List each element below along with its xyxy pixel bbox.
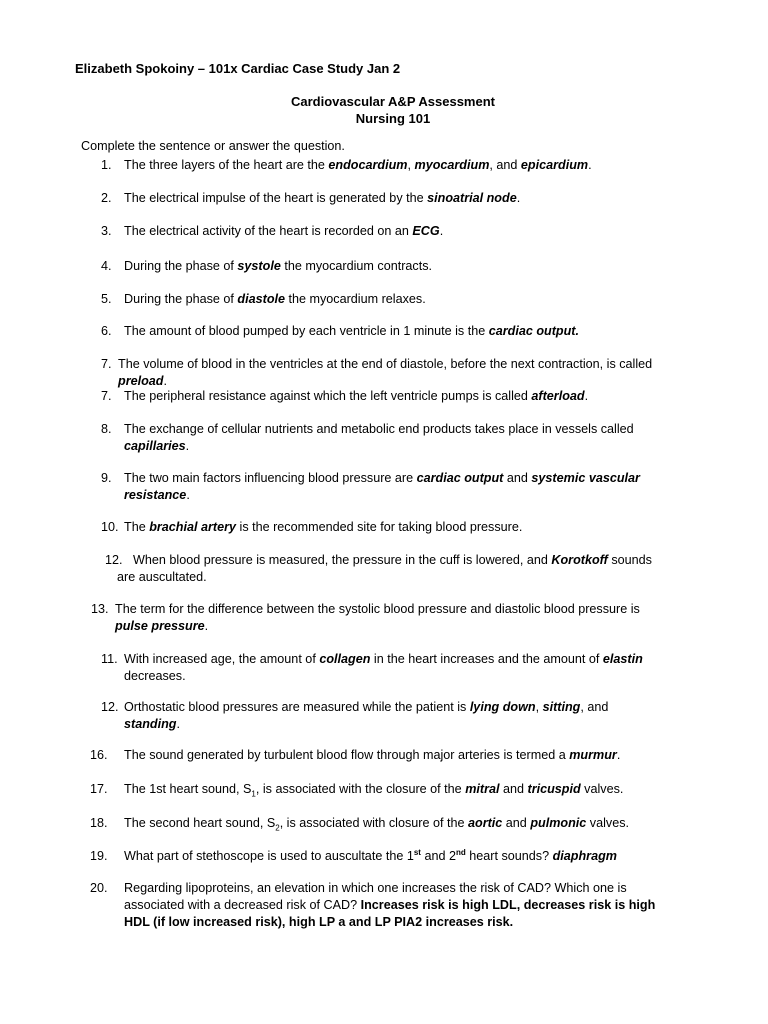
question-text: The 1st heart sound, $S_1$, is associated with the closure of the mitral and tricuspid valves. (124, 782, 624, 799)
question-text: During the phase of systole the myocardium contracts. (124, 259, 433, 273)
answer: brachial artery (149, 520, 237, 534)
question-number: 11. (101, 652, 118, 666)
answer: sitting (542, 700, 581, 714)
answer: Increases risk is high LDL, decreases risk is high (360, 898, 656, 912)
question-number: 13. (91, 602, 109, 616)
question-number: 17. (90, 782, 108, 796)
answer: systole (237, 259, 281, 273)
answer: tricuspid (527, 782, 581, 796)
question-text: The two main factors influencing blood pressure are cardiac output and systemic vascular resistance. (124, 471, 640, 502)
question-text: The term for the difference between the systolic blood pressure and diastolic blood pressure is pulse pressure. (115, 602, 640, 633)
answer: aortic (468, 816, 503, 830)
superscript: nd (455, 847, 466, 857)
answer: sinoatrial node (427, 191, 517, 205)
question-text: The peripheral resistance against which the left ventricle pumps is called afterload. (124, 389, 589, 403)
question-text: The brachial artery is the recommended site for taking blood pressure. (124, 520, 523, 534)
question-number: 10. (101, 520, 119, 534)
question-number: 16. (90, 748, 108, 762)
question-text: The three layers of the heart are the endocardium, myocardium, and epicardium. (124, 158, 592, 172)
subscript: 1 (251, 789, 256, 799)
answer: murmur (569, 748, 617, 762)
author-line: Elizabeth Spokoiny – 101x Cardiac Case Study Jan 2 (75, 61, 401, 76)
question-number: 12. (101, 700, 119, 714)
question-number: 6. (101, 324, 112, 338)
answer: cardiac output (416, 471, 504, 485)
answer: preload (118, 374, 164, 388)
question-number: 8. (101, 422, 112, 436)
question-number: 9. (101, 471, 112, 485)
question-number: 3. (101, 224, 112, 238)
question-number: 20. (90, 881, 108, 895)
answer: diastole (237, 292, 286, 306)
question-text: The amount of blood pumped by each ventricle in 1 minute is the cardiac output. (124, 324, 579, 338)
instructions: Complete the sentence or answer the question. (81, 139, 345, 153)
subscript: 2 (275, 823, 280, 833)
answer: mitral (465, 782, 500, 796)
question-number: 19. (90, 849, 108, 863)
answer: cardiac output. (488, 324, 579, 338)
question-text: Orthostatic blood pressures are measured while the patient is lying down, sitting, and standing. (124, 700, 609, 731)
question-text: The exchange of cellular nutrients and metabolic end products takes place in vessels called capillaries. (124, 422, 634, 453)
question-number: 12. (105, 553, 123, 567)
question-text: The volume of blood in the ventricles at the end of diastole, before the next contraction, is called preload. (118, 357, 653, 388)
answer: epicardium (520, 158, 589, 172)
question-text: The electrical activity of the heart is recorded on an ECG. (124, 224, 444, 238)
question-text: With increased age, the amount of collagen in the heart increases and the amount of elastin decreases. (124, 652, 643, 683)
question-number: 7. (101, 389, 112, 403)
question-number: 2. (101, 191, 112, 205)
question-number: 4. (101, 259, 112, 273)
question-text: What part of stethoscope is used to auscultate the 1st and 2nd heart sounds? diaphragm (124, 847, 617, 863)
superscript: st (413, 847, 421, 857)
answer: systemic vascular (531, 471, 640, 485)
answer: pulse pressure (115, 619, 205, 633)
question-number: 5. (101, 292, 112, 306)
question-number: 1. (101, 158, 112, 172)
answer: standing (124, 717, 177, 731)
answer: elastin (602, 652, 643, 666)
title-line-1: Cardiovascular A&P Assessment (290, 94, 495, 109)
answer: endocardium (328, 158, 408, 172)
question-text: During the phase of diastole the myocardium relaxes. (124, 292, 426, 306)
answer: diaphragm (552, 849, 617, 863)
question-number: 7. (101, 357, 112, 371)
question-number: 18. (90, 816, 108, 830)
question-text: The second heart sound, $S_2$, is associated with closure of the aortic and pulmonic valves. (124, 816, 629, 833)
answer: HDL (if low increased risk), high LP a and LP PIA2 increases risk. (124, 915, 514, 929)
answer: collagen (319, 652, 371, 666)
question-text: Regarding lipoproteins, an elevation in which one increases the risk of CAD? Which one is associated with a decreased risk of CAD? Increases risk is high LDL, decreases risk is high HDL (if low increased risk), high LP a and LP PIA2 increases risk. (124, 881, 656, 929)
answer: myocardium (414, 158, 490, 172)
answer: capillaries (124, 439, 186, 453)
answer: lying down (469, 700, 536, 714)
question-text: When blood pressure is measured, the pressure in the cuff is lowered, and Korotkoff sounds are auscultated. (117, 553, 652, 584)
document-title (0, 93, 768, 127)
question-text: The electrical impulse of the heart is generated by the sinoatrial node. (124, 191, 521, 205)
title-line-2: Nursing 101 (355, 111, 431, 126)
answer: Korotkoff (551, 553, 608, 567)
answer: pulmonic (530, 816, 587, 830)
answer: afterload (531, 389, 585, 403)
question-text: The sound generated by turbulent blood flow through major arteries is termed a murmur. (124, 748, 621, 762)
answer: resistance (124, 488, 187, 502)
answer: ECG (412, 224, 440, 238)
